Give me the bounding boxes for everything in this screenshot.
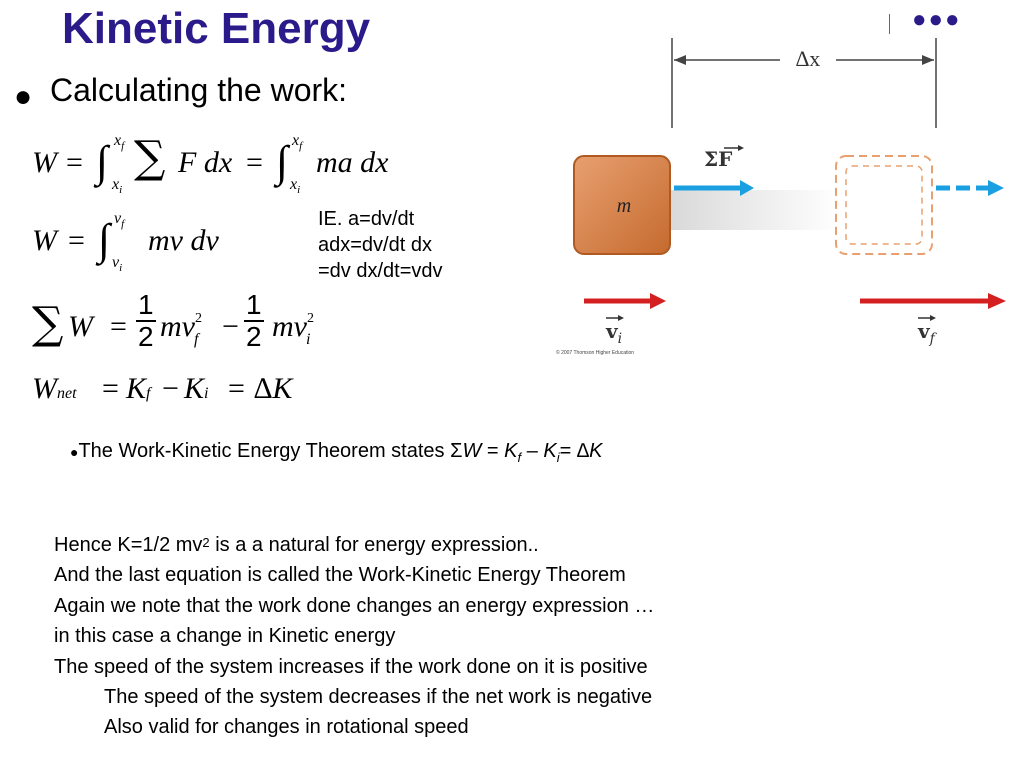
integral-sign: ∫ — [276, 137, 289, 186]
arrowhead-icon — [674, 55, 686, 65]
eq4-wnet: Wnet — [32, 372, 77, 405]
note-line: IE. a=dv/dt — [318, 208, 415, 230]
eq2-rhs: mv dv — [148, 224, 219, 257]
eq2-lhs: W — [32, 224, 57, 257]
bullet-icon: ● — [70, 444, 79, 460]
arrowhead-icon — [988, 180, 1004, 196]
ghost-block-inner — [846, 166, 922, 244]
body-line: Hence K=1/2 $mv^2$ is a a natural for energy expression.. — [54, 534, 539, 556]
note-line: adx=dv/dt dx — [318, 234, 432, 256]
eq1-lhs: W — [32, 146, 57, 179]
eq1-mid: F dx — [178, 146, 233, 179]
fraction-half: $\frac{1}{2}$ — [138, 289, 154, 352]
body-line: The speed of the system increases if the work done on it is positive — [54, 655, 648, 678]
eq4-delta-k: ∆K — [254, 372, 293, 405]
body-line: Again we note that the work done changes an energy expression … — [54, 594, 655, 617]
arrowhead-icon — [988, 293, 1006, 309]
eq1-lower-limit: $x_i$ — [112, 176, 123, 197]
eq4-equals: = — [102, 372, 119, 405]
eq1-equals-2: = — [246, 146, 263, 179]
theorem-sub-f: f — [517, 450, 522, 465]
theorem-sub-i: i — [556, 450, 560, 465]
theorem-delta-k: ∆K — [576, 440, 603, 462]
motion-blur — [670, 190, 840, 230]
eq2-equals: = — [68, 224, 85, 257]
theorem-eq: = — [481, 440, 505, 462]
theorem-sigma: Σ — [450, 440, 463, 462]
minus-sign: − — [162, 372, 179, 405]
arrowhead-icon — [738, 145, 744, 151]
decorative-dots: ●●● — [912, 6, 962, 33]
bullet-icon: ● — [14, 80, 33, 113]
theorem-prefix: The Work-Kinetic Energy Theorem states — [78, 440, 451, 462]
body-line: The speed of the system decreases if the net work is negative — [104, 686, 653, 709]
copyright-text: © 2007 Thomson Higher Education — [556, 350, 635, 356]
eq4-ki: Ki — [184, 372, 209, 405]
vf-label: $v_f$ — [918, 319, 935, 347]
vi-label: $v_i$ — [606, 319, 623, 347]
body-line: Also valid for changes in rotational speed — [104, 716, 469, 739]
eq2-lower-limit: $v_i$ — [112, 254, 123, 275]
eq3-lhs: W — [68, 310, 93, 343]
mass-label: m — [616, 195, 632, 217]
block-force-diagram — [540, 20, 1020, 370]
integral-sign: ∫ — [98, 215, 111, 264]
note-line: =dv dx/dt=vdv — [318, 260, 443, 282]
bullet-calculating-work: Calculating the work: — [50, 72, 348, 108]
eq3-mvi: $mv^2_i$ — [272, 310, 314, 348]
summation-sign: ∑ — [32, 298, 64, 349]
eq3-mvf: $mv^2_f$ — [160, 310, 202, 348]
eq2-upper-limit: $v_f$ — [114, 210, 125, 231]
eq1-upper-limit-2: $x_f$ — [292, 132, 303, 153]
fraction-half: $\frac{1}{2}$ — [246, 289, 262, 352]
arrowhead-icon — [922, 55, 934, 65]
theorem-eq2: = — [559, 440, 577, 462]
arrowhead-icon — [650, 293, 666, 309]
eq1-equals: = — [66, 146, 83, 179]
theorem-w: W — [462, 440, 482, 462]
eq4-kf: Kf — [126, 372, 151, 405]
theorem-minus: – — [521, 440, 544, 462]
integral-sign: ∫ — [96, 137, 109, 186]
slide-title: Kinetic Energy — [62, 4, 371, 53]
eq3-equals: = — [110, 310, 127, 343]
ghost-block — [836, 156, 932, 254]
net-force-label: ΣF — [704, 147, 733, 171]
theorem-statement — [70, 440, 602, 465]
derivation-note — [318, 206, 443, 284]
theorem-k: K — [543, 440, 557, 462]
eq1-rhs: ma dx — [316, 146, 389, 179]
eq1-upper-limit: $x_f$ — [114, 132, 125, 153]
body-line: in this case a change in Kinetic energy — [54, 625, 396, 648]
theorem-k: K — [504, 440, 518, 462]
arrowhead-icon — [618, 315, 624, 321]
eq1-lower-limit-2: $x_i$ — [290, 176, 301, 197]
explanation-text — [54, 530, 654, 743]
delta-x-label: ∆x — [795, 46, 821, 71]
summation-sign: ∑ — [134, 132, 166, 183]
minus-sign: − — [222, 310, 239, 343]
body-line: And the last equation is called the Work-Kinetic Energy Theorem — [54, 564, 626, 587]
arrowhead-icon — [930, 315, 936, 321]
eq4-equals-2: = — [228, 372, 245, 405]
